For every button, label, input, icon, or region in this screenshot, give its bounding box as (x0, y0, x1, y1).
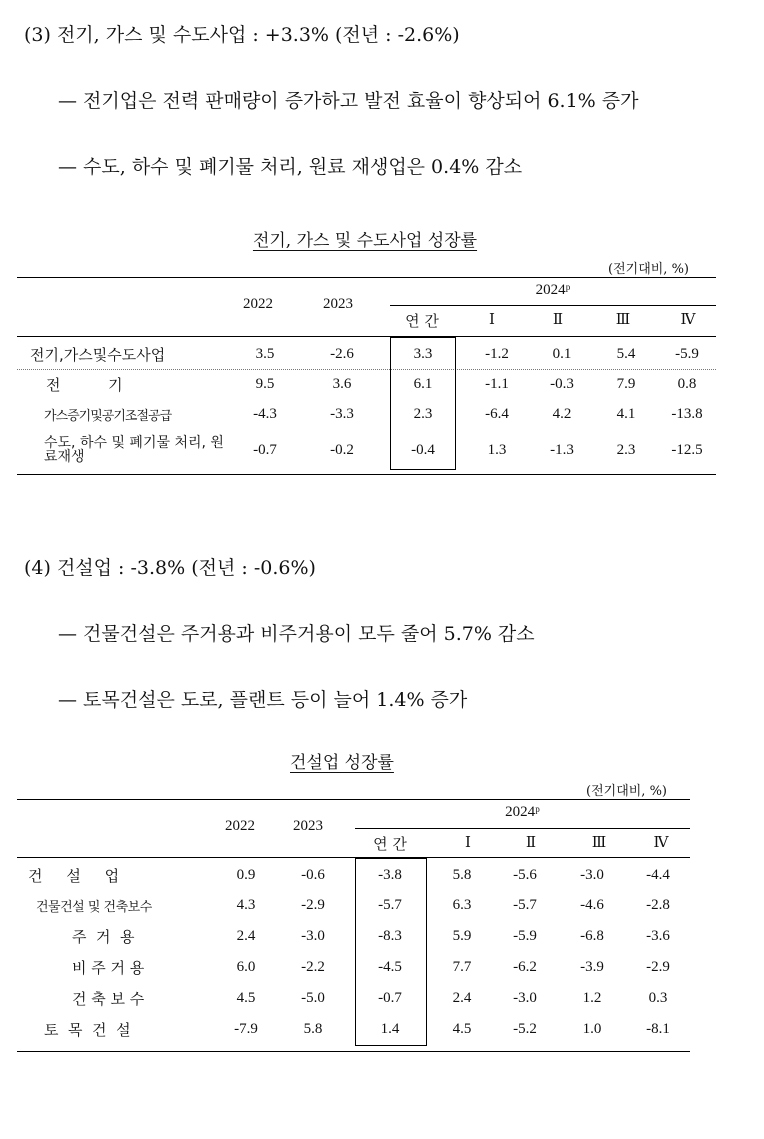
table-row (30, 339, 716, 369)
t1-year-2022: 2022 (243, 296, 273, 312)
t2-q1-header: Ⅰ (465, 833, 471, 851)
cell: -2.9 (646, 959, 670, 975)
section3-bullet-2: — 수도, 하수 및 폐기물 처리, 원료 재생업은 0.4% 감소 (58, 156, 523, 178)
cell: -6.2 (513, 959, 537, 975)
cell: 4.2 (552, 405, 572, 422)
cell: 2.3 (413, 405, 433, 422)
cell: -6.4 (485, 405, 509, 422)
cell: -1.3 (550, 441, 574, 458)
section4-bullet-1: — 건물건설은 주거용과 비주거용이 모두 줄어 5.7% 감소 (58, 623, 535, 645)
cell: 6.0 (236, 959, 256, 975)
cell: 2.3 (616, 441, 636, 458)
cell: -3.8 (378, 866, 402, 883)
t1-year-2024p: 2024ᵖ (535, 282, 571, 298)
cell: -13.8 (671, 405, 703, 422)
row-label: 건 축 보 수 (72, 990, 145, 1008)
cell: -2.8 (646, 897, 670, 913)
cell: -5.2 (513, 1021, 537, 1037)
section4-unit: (전기대비, %) (586, 784, 667, 799)
cell: -3.9 (580, 959, 604, 975)
cell: -3.0 (513, 990, 537, 1006)
t2-q2-header: Ⅱ (525, 833, 537, 851)
table-row (28, 1014, 690, 1045)
cell: -5.6 (513, 866, 537, 883)
cell: 7.9 (616, 375, 636, 392)
cell: 1.4 (380, 1021, 400, 1037)
cell: -5.7 (513, 897, 537, 913)
cell: 3.3 (413, 345, 433, 362)
cell: 9.5 (255, 375, 275, 392)
row-label: 건물건설 및 건축보수 (36, 900, 152, 915)
t2-year-2023: 2023 (293, 818, 323, 834)
t2-year-2024p: 2024ᵖ (505, 804, 540, 820)
t1-q4-header: Ⅳ (680, 310, 696, 328)
cell: 6.3 (452, 897, 472, 913)
t2-q3-header: Ⅲ (591, 833, 607, 851)
row-label: 가스증기및공기조절공급 (44, 408, 172, 424)
t2-q4-header: Ⅳ (653, 833, 669, 851)
construction-growth-table (28, 860, 690, 1045)
cell: 1.2 (582, 990, 602, 1006)
cell: 0.9 (236, 866, 256, 883)
cell: -4.6 (580, 897, 604, 913)
cell: -5.0 (301, 990, 325, 1006)
section4-table-title: 건설업 성장률 (290, 753, 394, 773)
t1-q1-header: Ⅰ (489, 310, 495, 328)
cell: -5.9 (675, 345, 699, 362)
cell: 4.5 (236, 990, 256, 1006)
row-label: 수도, 하수 및 폐기물 처리, 원료재생 (44, 435, 224, 465)
row-label: 토 목 건 설 (44, 1021, 131, 1039)
table-row (30, 429, 716, 471)
section3-table-title: 전기, 가스 및 수도사업 성장률 (252, 231, 478, 251)
cell: 1.0 (582, 1021, 602, 1037)
cell: 0.3 (648, 990, 668, 1006)
cell: -1.2 (485, 345, 509, 362)
cell: 4.5 (452, 1021, 472, 1037)
t1-q2-header: Ⅱ (552, 310, 564, 328)
cell: 3.5 (255, 345, 275, 362)
t1-annual-header: 연 간 (405, 312, 439, 330)
section4-heading: (4) 건설업 : -3.8% (전년 : -0.6%) (24, 557, 316, 579)
cell: 5.8 (452, 866, 472, 883)
cell: 4.1 (616, 405, 636, 422)
section4-bullet-2: — 토목건설은 도로, 플랜트 등이 늘어 1.4% 증가 (58, 689, 468, 711)
cell: -3.6 (646, 928, 670, 944)
table-row (28, 921, 690, 952)
row-label: 비 주 거 용 (72, 959, 145, 977)
cell: 6.1 (413, 375, 433, 392)
cell: -2.6 (330, 345, 354, 362)
cell: -6.8 (580, 928, 604, 944)
cell: -7.9 (234, 1021, 258, 1037)
cell: -4.4 (646, 866, 670, 883)
table-row (28, 983, 690, 1014)
section3-unit: (전기대비, %) (608, 262, 689, 277)
table-row (30, 399, 716, 429)
cell: 2.4 (236, 928, 256, 944)
row-label: 전 기 (46, 375, 123, 394)
cell: 4.3 (236, 897, 256, 913)
row-label: 전기,가스및수도사업 (30, 345, 166, 364)
section3-bullet-1: — 전기업은 전력 판매량이 증가하고 발전 효율이 향상되어 6.1% 증가 (58, 90, 639, 112)
cell: 3.6 (332, 375, 352, 392)
cell: 2.4 (452, 990, 472, 1006)
cell: 0.1 (552, 345, 572, 362)
cell: 7.7 (452, 959, 472, 975)
section3-heading: (3) 전기, 가스 및 수도사업 : +3.3% (전년 : -2.6%) (24, 24, 460, 46)
table-row (28, 890, 690, 921)
cell: -2.9 (301, 897, 325, 913)
t1-q3-header: Ⅲ (615, 310, 631, 328)
cell: -5.9 (513, 928, 537, 944)
cell: -0.4 (411, 441, 435, 458)
cell: -2.2 (301, 959, 325, 975)
cell: 0.8 (677, 375, 697, 392)
cell: -0.2 (330, 441, 354, 458)
table-row (30, 369, 716, 399)
cell: -8.3 (378, 928, 402, 944)
cell: -8.1 (646, 1021, 670, 1037)
cell: -5.7 (378, 897, 402, 913)
cell: 5.4 (616, 345, 636, 362)
cell: -4.3 (253, 405, 277, 422)
row-label: 건 설 업 (28, 866, 120, 885)
cell: -3.0 (301, 928, 325, 944)
cell: -3.0 (580, 866, 604, 883)
row-label: 주 거 용 (72, 928, 135, 946)
cell: -0.6 (301, 866, 325, 883)
utilities-growth-table (30, 339, 716, 471)
cell: -1.1 (485, 375, 509, 392)
table-row (28, 860, 690, 890)
cell: -0.7 (253, 441, 277, 458)
table-row (28, 952, 690, 983)
cell: 5.9 (452, 928, 472, 944)
t1-year-2023: 2023 (323, 296, 353, 312)
t2-annual-header: 연 간 (373, 835, 407, 853)
cell: -0.7 (378, 990, 402, 1006)
cell: -3.3 (330, 405, 354, 422)
cell: 5.8 (303, 1021, 323, 1037)
cell: -4.5 (378, 959, 402, 975)
cell: -12.5 (671, 441, 703, 458)
t2-year-2022: 2022 (225, 818, 255, 834)
cell: 1.3 (487, 441, 507, 458)
cell: -0.3 (550, 375, 574, 392)
